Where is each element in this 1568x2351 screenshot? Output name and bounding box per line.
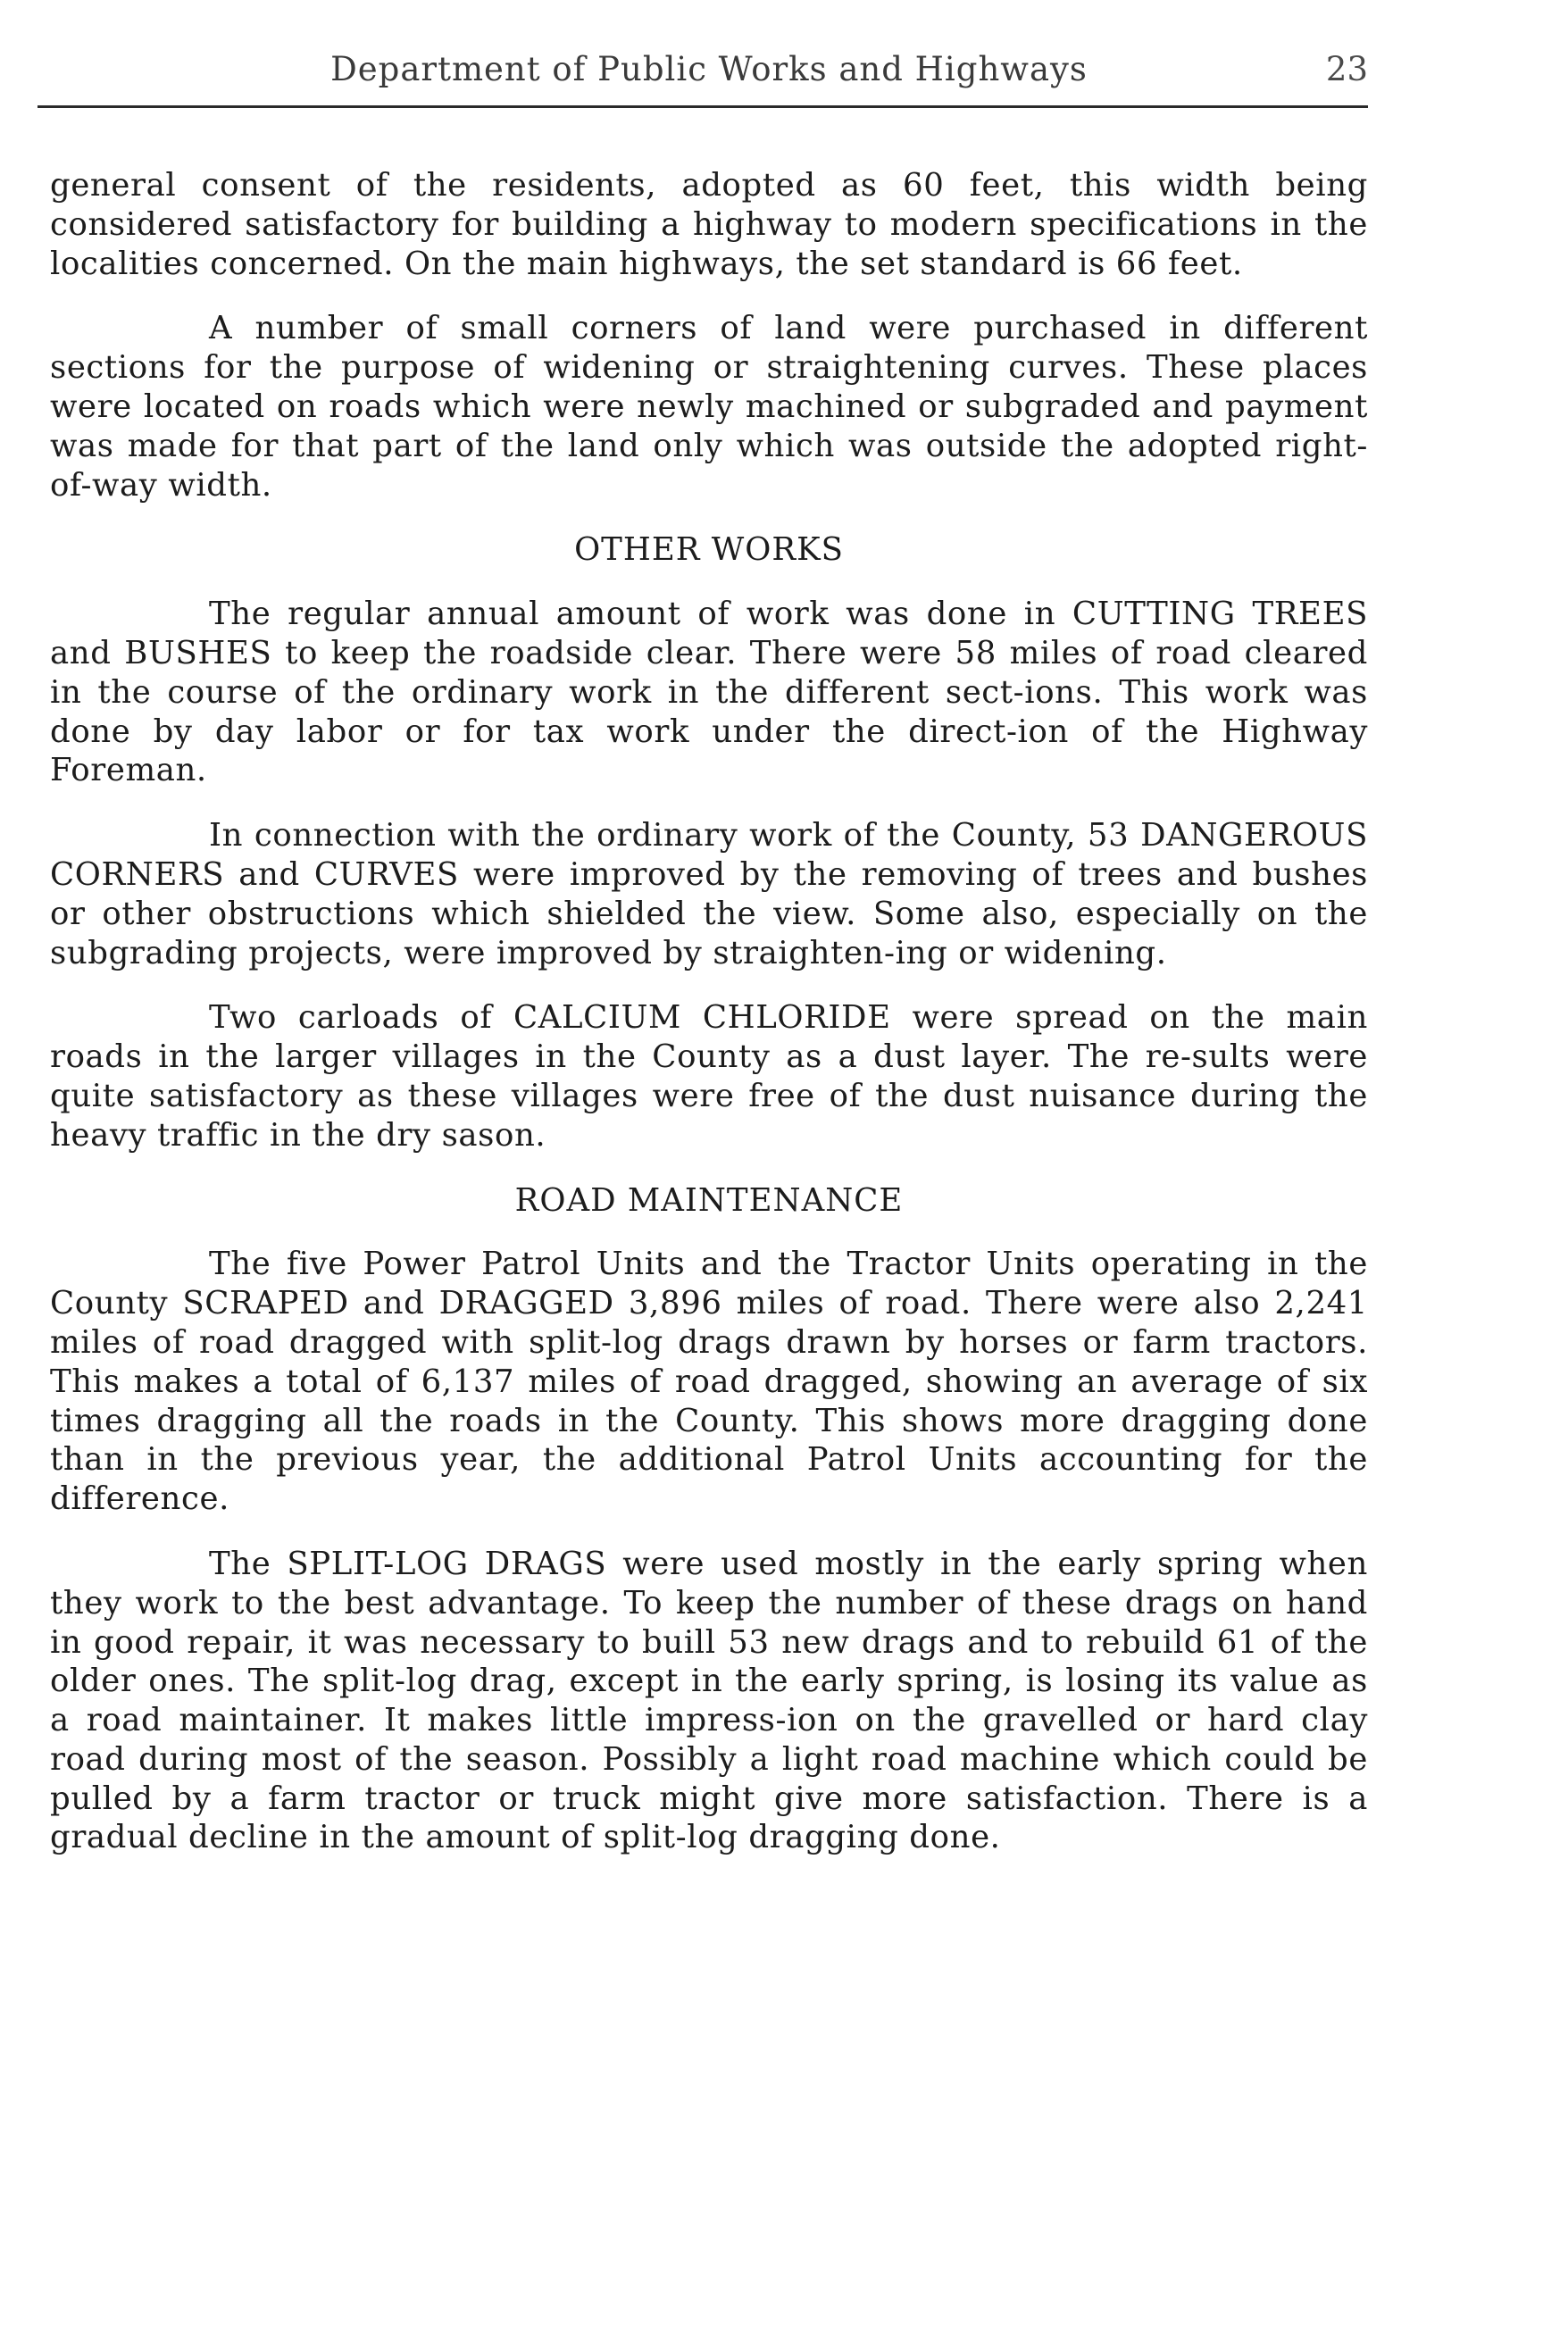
- header-rule: [38, 105, 1368, 108]
- page-number: 23: [1325, 50, 1368, 88]
- paragraph-dangerous-corners: In connection with the ordinary work of the County, 53 DANGEROUS CORNERS and CURVES were improved by the removing of trees and bushes or other obstructions which shielded the view. Some also, especially on the subgrading projects, were improved by straighten-ing or widening.: [50, 817, 1368, 971]
- paragraph-right-of-way-width: general consent of the residents, adopted as 60 feet, this width being considered satisfactory for building a highway to modern specifications in the localities concerned. On the main highways, the set standard is 66 feet.: [50, 167, 1368, 282]
- paragraph-scraped-dragged: The five Power Patrol Units and the Tractor Units operating in the County SCRAPED and DRAGGED 3,896 miles of road. There were also 2,241 miles of road dragged with split-log drags drawn by horses or farm tractors. This makes a total of 6,137 miles of road dragged, showing an average of six times dragging all the roads in the County. This shows more dragging done than in the previous year, the additional Patrol Units accounting for the difference.: [50, 1246, 1368, 1518]
- running-header-title: Department of Public Works and Highways: [330, 50, 1088, 88]
- page-header: [50, 50, 1368, 105]
- heading-road-maintenance: ROAD MAINTENANCE: [514, 1181, 904, 1219]
- paragraph-calcium-chloride: Two carloads of CALCIUM CHLORIDE were spread on the main roads in the larger villages in the County as a dust layer. The re-sults were quite satisfactory as these villages were free of the dust nuisance during the heavy traffic in the dry sason.: [50, 999, 1368, 1154]
- body-text: [50, 166, 1368, 1883]
- paragraph-cutting-trees: The regular annual amount of work was done in CUTTING TREES and BUSHES to keep the roadside clear. There were 58 miles of road cleared in the course of the ordinary work in the different sect-ions. This work was done by day labor or for tax work under the direct-ion of the Highway Foreman.: [50, 596, 1368, 789]
- heading-other-works: OTHER WORKS: [574, 531, 844, 569]
- paragraph-land-corners: A number of small corners of land were purchased in different sections for the purpose of widening or straightening curves. These places were located on roads which were newly machined or subgraded and payment was made for that part of the land only which was outside the adopted right-of-way width.: [50, 310, 1368, 504]
- paragraph-split-log-drags: The SPLIT-LOG DRAGS were used mostly in the early spring when they work to the best advantage. To keep the number of these drags on hand in good repair, it was necessary to buill 53 new drags and to rebuild 61 of the older ones. The split-log drag, except in the early spring, is losing its value as a road maintainer. It makes little impress-ion on the gravelled or hard clay road during most of the season. Possibly a light road machine which could be pulled by a farm tractor or truck might give more satisfaction. There is a gradual decline in the amount of split-log dragging done.: [50, 1545, 1368, 1856]
